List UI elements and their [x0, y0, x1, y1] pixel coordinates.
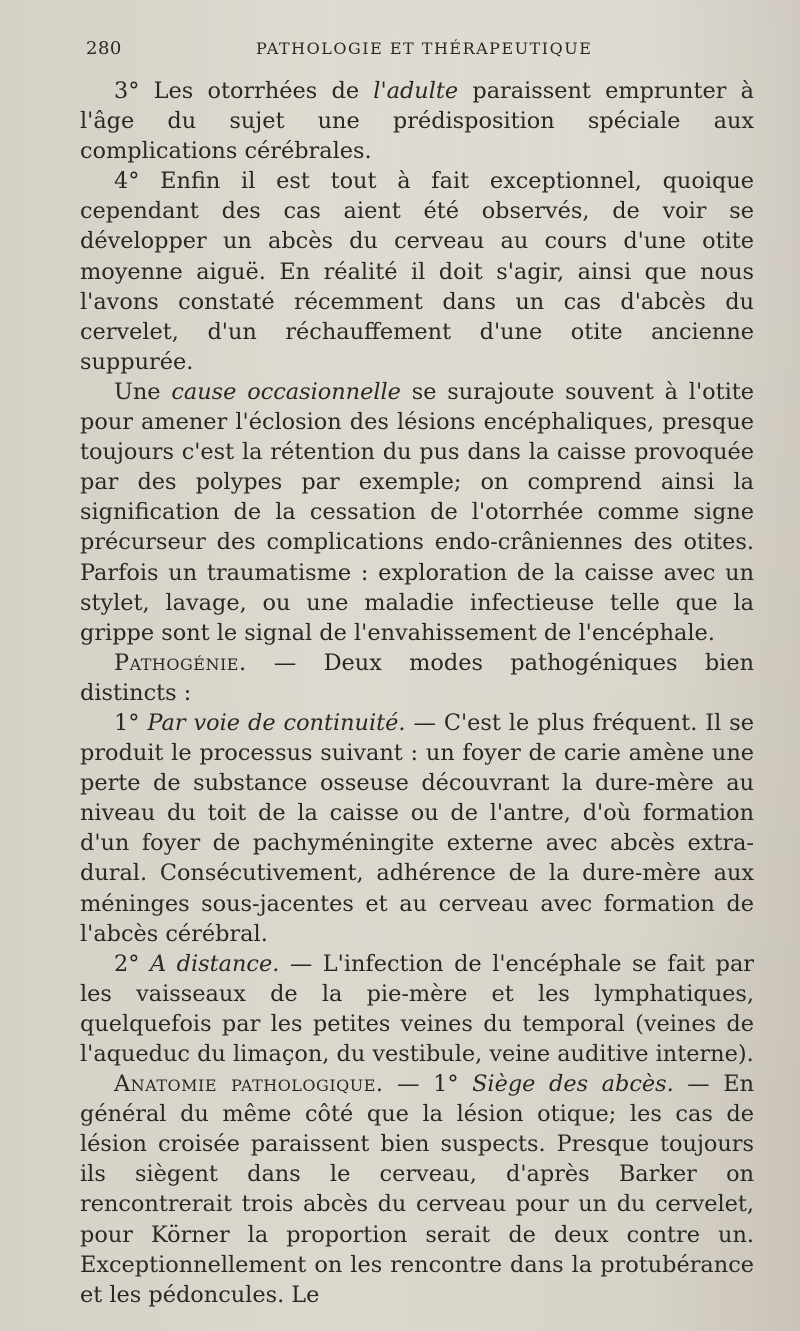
section-heading-pathogenie: Pathogénie. [114, 649, 247, 676]
paragraph-continuity [80, 708, 754, 949]
italic-term: cause occasionnelle [171, 378, 401, 405]
paragraph-adult-otorrhea [80, 76, 754, 166]
section-heading-anatomie: Anatomie pathologique. [114, 1071, 384, 1098]
text-run: paraissent emprunter à l'âge du sujet une prédisposition spéciale aux complications cérébrales. [80, 78, 755, 165]
page-header [86, 38, 752, 62]
running-title: PATHOLOGIE ET THÉRAPEUTIQUE [256, 39, 593, 58]
paragraph-acute-otitis: 4° Enfin il est tout à fait exceptionnel, quoique cependant des cas aient été observés, de voir se développer un abcès du cerveau au cours d'une otite moyenne aiguë. En réalité il doit s'agir, ainsi que nous l'avons constaté récemment dans un cas d'abcès du cervelet, d'un réchauffement d'une otite ancienne suppurée. [80, 168, 754, 375]
text-run: — C'est le plus fréquent. Il se produit le processus suivant : un foyer de carie amène une perte de substance osseuse découvrant la dure-mère au niveau du toit de la caisse ou de l'antre, d'où formation d'un foyer de pachyméningite externe avec abcès extra-dural. Consécutivement, adhérence de la dure-mère aux méninges sous-jacentes et au cerveau avec formation de l'abcès cérébral. [80, 709, 754, 947]
page-number: 280 [86, 38, 122, 59]
text-run: 1° [114, 709, 148, 736]
body-text [80, 76, 754, 1310]
text-run: 2° [114, 950, 150, 977]
paragraph-distance [80, 949, 754, 1069]
italic-subheading: Par voie de continuité. [147, 709, 406, 736]
text-run: se surajoute souvent à l'otite pour amener l'éclosion des lésions encéphaliques, presque toujours c'est la rétention du pus dans la caisse provoquée par des polypes par exemple; on comprend ainsi la signification de la cessation de l'otorrhée comme signe précurseur des complications endo-crâniennes des otites. Parfois un traumatisme : exploration de la caisse avec un stylet, lavage, ou une maladie infectieuse telle que la grippe sont le signal de l'envahissement de l'encéphale. [80, 378, 754, 646]
paragraph-pathogenie [80, 648, 754, 708]
paragraph-anatomie [80, 1069, 754, 1310]
italic-subheading: Siège des abcès. [472, 1071, 674, 1098]
text-run: 3° Les otorrhées de [114, 78, 374, 104]
text-run: — L'infection de l'encéphale se fait par les vaisseaux de la pie-mère et les lymphatiques, quelquefois par les petites veines du temporal (veines de l'aqueduc du limaçon, du vestibule, veine auditive interne). [80, 950, 755, 1067]
text-run: — En général du même côté que la lésion otique; les cas de lésion croisée paraissent bien suspects. Presque toujours ils siègent dans le cerveau, d'après Barker on rencontrerait trois abcès du cerveau pour un du cervelet, pour Körner la proportion serait de deux contre un. Exceptionnellement on les rencontre dans la protubérance et les pédoncules. Le [80, 1071, 755, 1308]
paragraph-occasional-cause [80, 377, 754, 648]
text-run: — 1° [383, 1071, 473, 1098]
text-run: — Deux modes pathogéniques bien distincts : [80, 649, 754, 706]
italic-subheading: A distance. [149, 950, 280, 977]
text-run: Une [114, 378, 172, 405]
italic-term: l'adulte [373, 78, 459, 104]
